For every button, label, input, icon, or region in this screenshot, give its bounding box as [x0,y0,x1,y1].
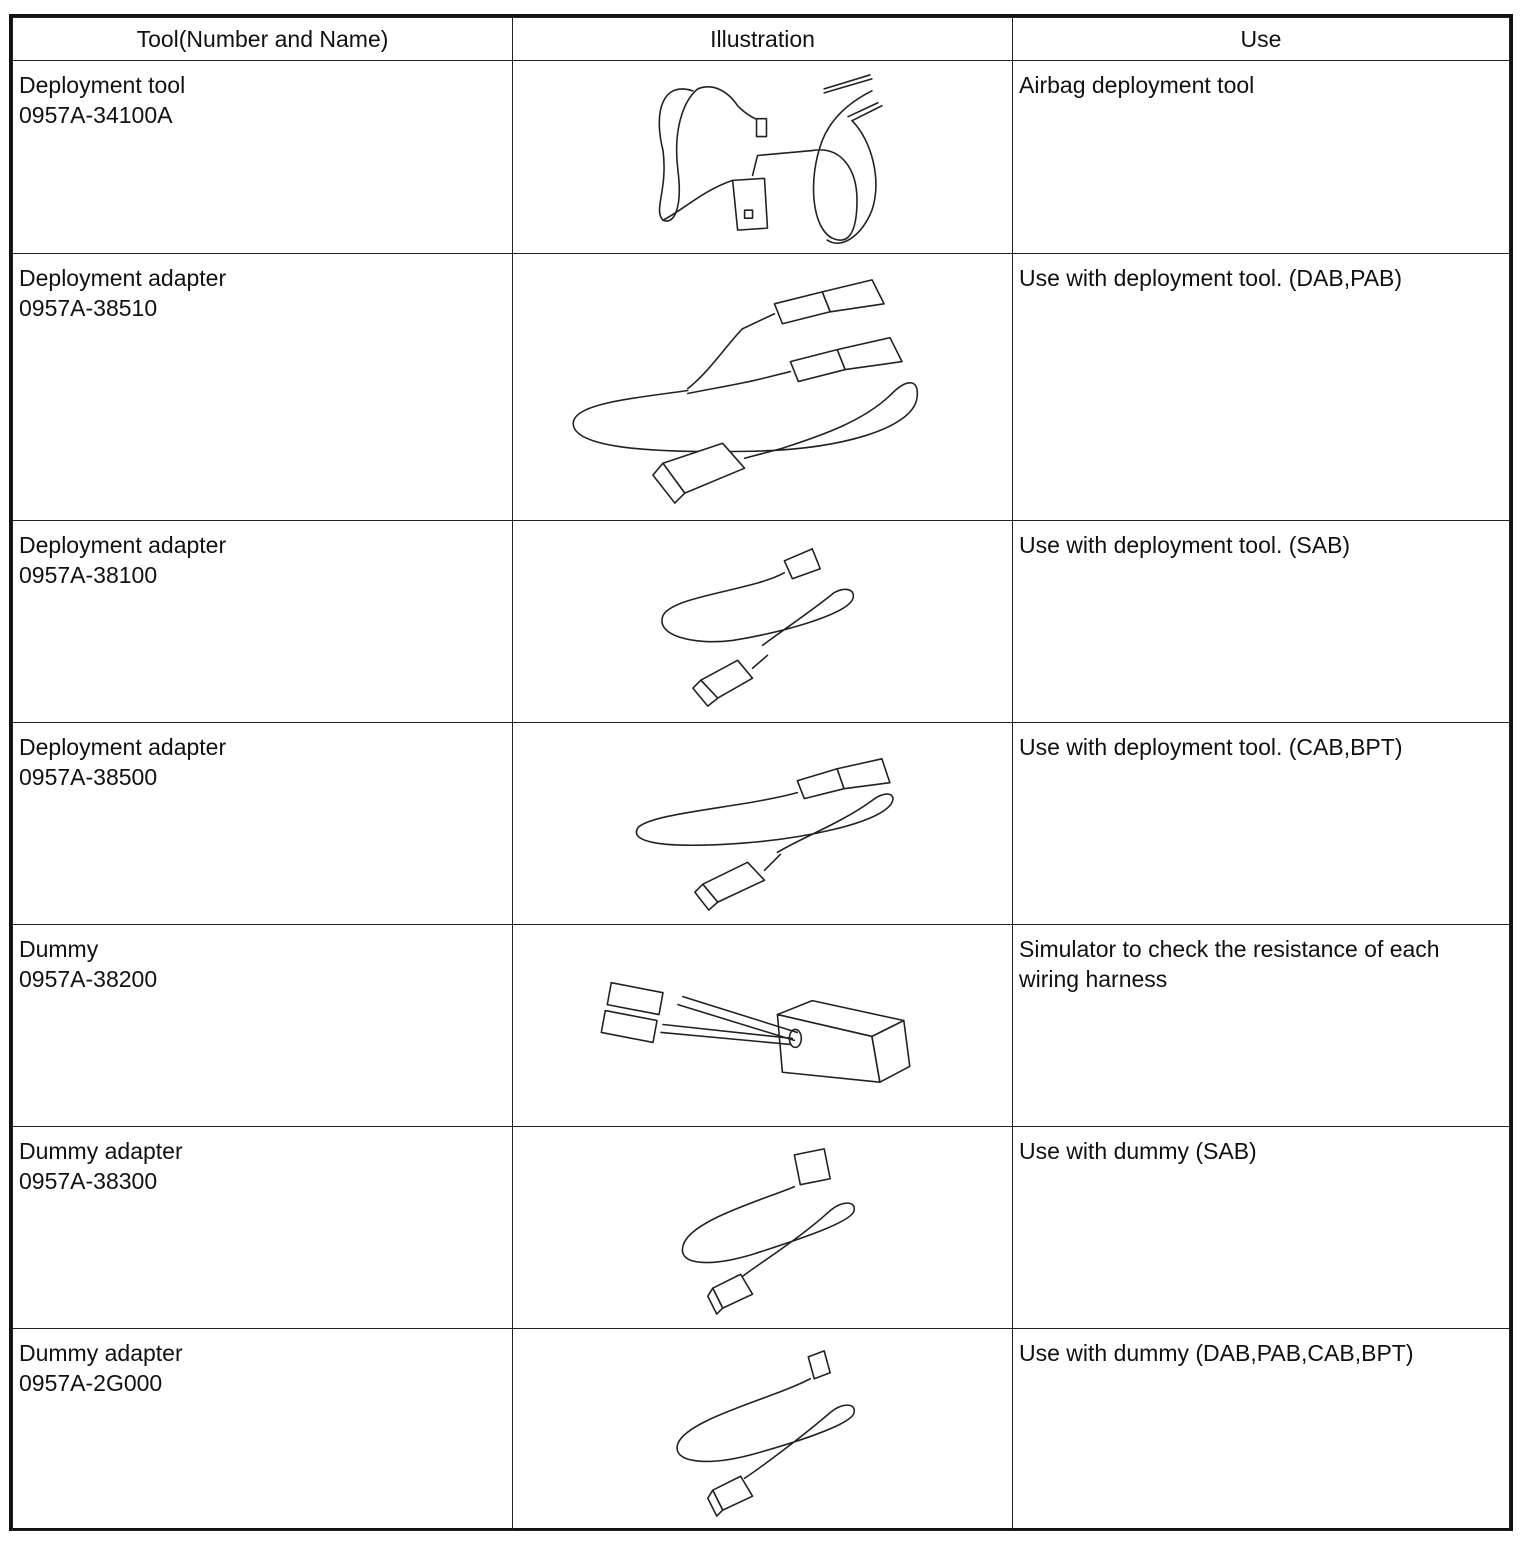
tool-name: Deployment adapter [19,532,227,558]
use-cell [1013,723,1510,925]
connector-cable-icon [513,723,1012,924]
tool-cell [13,925,513,1127]
tool-number: 0957A-2G000 [19,1370,163,1396]
illustration-cell [513,61,1013,254]
tool-cell [13,254,513,521]
table-header-row [13,18,1510,61]
tool-cell [13,521,513,723]
illustration-cell [513,254,1013,521]
tool-number: 0957A-38200 [19,966,158,992]
tool-cell [13,1127,513,1329]
table-row [13,61,1510,254]
tool-cell [13,1329,513,1531]
tool-use: Use with dummy (DAB,PAB,CAB,BPT) [1019,1340,1414,1366]
tool-use: Use with deployment tool. (CAB,BPT) [1019,734,1403,760]
special-tools-table [12,17,1510,1531]
tool-number: 0957A-38500 [19,764,158,790]
use-cell [1013,1127,1510,1329]
tool-number: 0957A-38510 [19,295,158,321]
use-cell [1013,521,1510,723]
tool-use: Simulator to check the resistance of each wiring harness [1019,936,1440,992]
tool-name: Deployment adapter [19,734,227,760]
use-cell [1013,1329,1510,1531]
tool-name: Dummy adapter [19,1138,183,1164]
special-tools-sheet [9,14,1513,1531]
use-cell [1013,61,1510,254]
use-cell [1013,925,1510,1127]
tool-cell [13,61,513,254]
table-row [13,925,1510,1127]
illustration-cell [513,521,1013,723]
dual-connector-adapter-icon [513,254,1012,520]
header-use: Use [1013,18,1510,61]
tool-use: Use with deployment tool. (SAB) [1019,532,1351,558]
table-row [13,1127,1510,1329]
table-row [13,254,1510,521]
tool-cell [13,723,513,925]
header-tool: Tool(Number and Name) [13,18,513,61]
header-illustration: Illustration [513,18,1013,61]
illustration-cell [513,1127,1013,1329]
connector-cable-icon [513,1127,1012,1328]
tool-number: 0957A-38100 [19,562,158,588]
table-row [13,521,1510,723]
connector-cable-icon [513,1329,1012,1530]
tool-use: Use with deployment tool. (DAB,PAB) [1019,265,1403,291]
tool-use: Use with dummy (SAB) [1019,1138,1257,1164]
table-row [13,1329,1510,1531]
tool-name: Dummy [19,936,99,962]
table-row [13,723,1510,925]
deployment-tool-icon [513,61,1012,253]
tool-name: Deployment tool [19,72,186,98]
illustration-cell [513,723,1013,925]
connector-cable-icon [513,521,1012,722]
tool-number: 0957A-34100A [19,102,173,128]
illustration-cell [513,1329,1013,1531]
tool-name: Deployment adapter [19,265,227,291]
illustration-cell [513,925,1013,1127]
dummy-box-icon [513,925,1012,1126]
tool-number: 0957A-38300 [19,1168,158,1194]
use-cell [1013,254,1510,521]
tool-name: Dummy adapter [19,1340,183,1366]
tool-use: Airbag deployment tool [1019,72,1255,98]
